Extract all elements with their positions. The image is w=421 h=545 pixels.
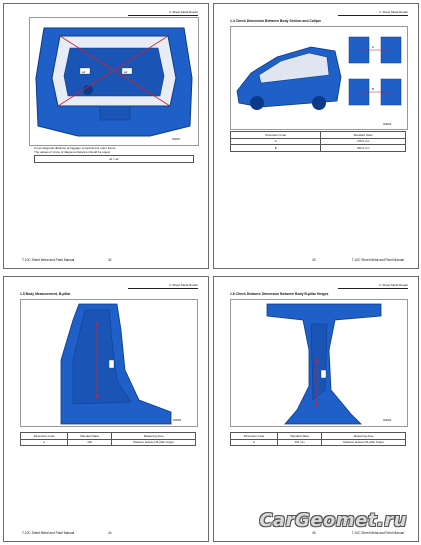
rear-opening-figure xyxy=(29,17,199,146)
section-title: 1.6 Check Distance Dimension Between Body B-pillar Hinges xyxy=(230,292,329,296)
measurement-table xyxy=(20,432,196,446)
manual-page-2 xyxy=(213,3,419,269)
measurement-note: Cross diagonal distance of luggage compartment outer frame. The values of cross of diagonal distance should be equal. xyxy=(34,146,117,154)
b-pillar-figure xyxy=(20,299,198,427)
equation-cell: a1 = a2 xyxy=(35,156,194,163)
section-title: 1.5 Body Measurement, B-pillar xyxy=(20,292,71,296)
footer-title: T-10C Sheet Metal and Paint Manual xyxy=(351,258,404,262)
table-row: A 402 mm Distance between B-pillar hinges xyxy=(231,439,406,446)
watermark-logo: CarGeomet.ru xyxy=(259,510,407,531)
col-header-value: Standard Value xyxy=(278,433,322,440)
col-header-value: Standard Value xyxy=(321,132,406,139)
measurement-table xyxy=(230,432,406,446)
table-row: B 400.0 mm xyxy=(231,145,406,152)
col-header-code: Dimension Code xyxy=(231,132,321,139)
manual-page-3 xyxy=(3,276,209,542)
table-row: A 402 Distance between B-pillar hinges xyxy=(21,439,196,446)
rear-body-illustration xyxy=(30,18,198,145)
footer-title: T-10C Sheet Metal and Paint Manual xyxy=(22,258,75,262)
page-number: 44 xyxy=(108,531,112,535)
manual-page-1 xyxy=(3,3,209,269)
col-header-code: Dimension Code xyxy=(21,433,68,440)
section-title: 1.4 Check Dimension Between Body Section and Caliper xyxy=(230,19,322,23)
b-pillar-illustration xyxy=(21,300,197,426)
page-number: 42 xyxy=(108,258,112,262)
page-header: 3. Sheet Metal Repair xyxy=(338,10,408,16)
page-number: 45 xyxy=(312,531,316,535)
col-header-code: Dimension Code xyxy=(231,433,278,440)
dimension-table xyxy=(230,131,406,152)
figure-id: S00003 xyxy=(173,419,182,422)
figure-id: S00002 xyxy=(383,123,392,126)
footer-title: T-10C Sheet Metal and Paint Manual xyxy=(22,531,75,535)
equation-table xyxy=(34,155,194,163)
point-label-a1: a1 xyxy=(82,70,86,74)
footer-title: T-10C Sheet Metal and Paint Manual xyxy=(351,531,404,535)
col-header-area: Measuring Area xyxy=(112,433,196,440)
table-row: A 475.0 mm xyxy=(231,138,406,145)
b-pillar-hinge-illustration xyxy=(231,300,407,426)
body-dimension-figure xyxy=(230,26,408,130)
manual-page-4 xyxy=(213,276,419,542)
callout-a: A xyxy=(372,45,375,49)
col-header-area: Measuring Area xyxy=(322,433,406,440)
page-header: 3. Sheet Metal Repair xyxy=(338,283,408,289)
callout-b: B xyxy=(372,87,375,91)
b-pillar-hinge-figure xyxy=(230,299,408,427)
col-header-value: Standard Value xyxy=(68,433,112,440)
body-shell-illustration xyxy=(231,27,407,129)
page-header: 3. Sheet Metal Repair xyxy=(128,10,198,16)
figure-id: S00004 xyxy=(383,419,392,422)
page-header: 3. Sheet Metal Repair xyxy=(128,283,198,289)
page-number: 43 xyxy=(312,258,316,262)
figure-id: S00001 xyxy=(172,138,181,141)
point-label-a2: a2 xyxy=(124,70,128,74)
